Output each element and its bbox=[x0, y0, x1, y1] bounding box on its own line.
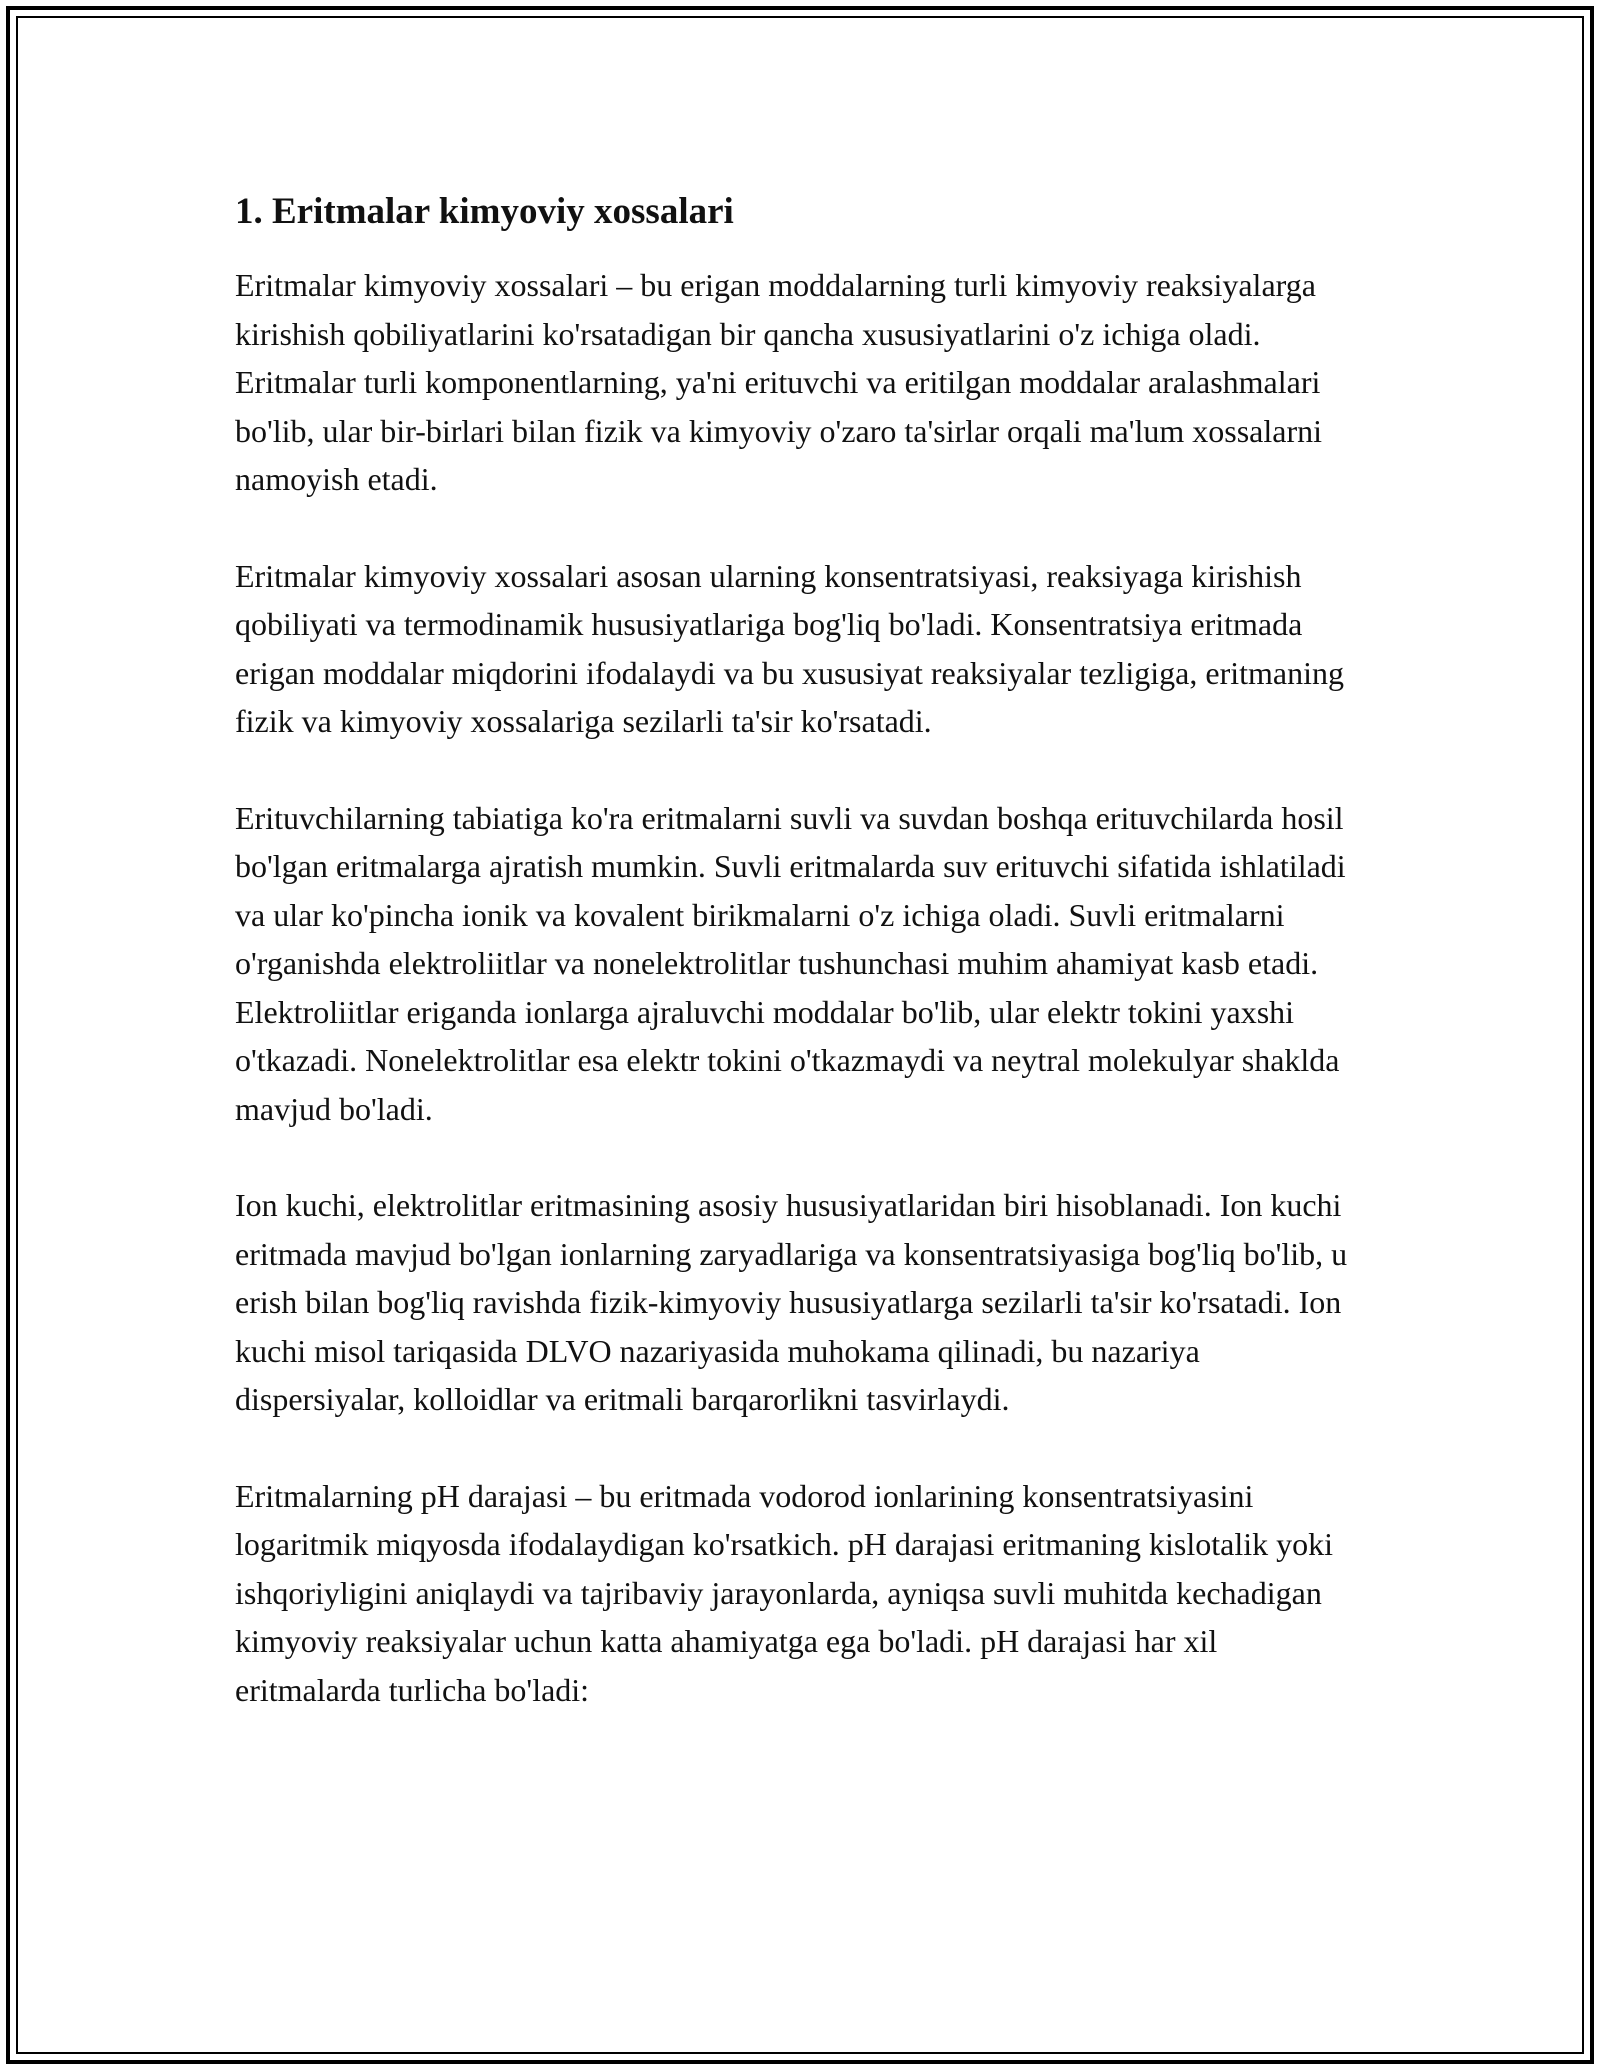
paragraph-5: Eritmalarning pH darajasi – bu eritmada vodorod ionlarining konsentratsiyasini logaritmik miqyosda ifodalaydigan ko'rsatkich. pH darajasi eritmaning kislotalik yoki ishqoriyligini aniqlaydi va tajribaviy jarayonlarda, ayniqsa suvli muhitda kechadigan kimyoviy reaksiyalar uchun katta ahamiyatga ega bo'ladi. pH darajasi har xil eritmalarda turlicha bo'ladi: bbox=[235, 1477, 1333, 1708]
paragraph-1: Eritmalar kimyoviy xossalari – bu erigan moddalarning turli kimyoviy reaksiyalarga kirishish qobiliyatlarini ko'rsatadigan bir qancha xususiyatlarini o'z ichiga oladi. Eritmalar turli komponentlarning, ya'ni erituvchi va eritilgan moddalar aralashmalari bo'lib, ular bir-birlari bilan fizik va kimyoviy o'zaro ta'sirlar orqali ma'lum xossalarni namoyish etadi. bbox=[235, 267, 1323, 497]
paragraph-2: Eritmalar kimyoviy xossalari asosan ularning konsentratsiyasi, reaksiyaga kirishish qobiliyati va termodinamik hususiyatlariga bog'liq bo'ladi. Konsentratsiya eritmada erigan moddalar miqdorini ifodalaydi va bu xususiyat reaksiyalar tezligiga, eritmaning fizik va kimyoviy xossalariga sezilarli ta'sir ko'rsatadi. bbox=[235, 557, 1344, 739]
section-heading: 1. Eritmalar kimyoviy xossalari bbox=[235, 191, 734, 232]
document-body bbox=[235, 185, 1365, 1714]
paragraph-3: Erituvchilarning tabiatiga ko'ra eritmalarni suvli va suvdan boshqa erituvchilarda hosil bo'lgan eritmalarga ajratish mumkin. Suvli eritmalarda suv erituvchi sifatida ishlatiladi va ular ko'pincha ionik va kovalent birikmalarni o'z ichiga oladi. Suvli eritmalarni o'rganishda elektroliitlar va nonelektrolitlar tushunchasi muhim ahamiyat kasb etadi. Elektroliitlar eriganda ionlarga ajraluvchi moddalar bo'lib, ular elektr tokini yaxshi o'tkazadi. Nonelektrolitlar esa elektr tokini o'tkazmaydi va neytral molekulyar shaklda mavjud bo'ladi. bbox=[235, 799, 1346, 1127]
paragraph-4: Ion kuchi, elektrolitlar eritmasining asosiy hususiyatlaridan biri hisoblanadi. Ion kuchi eritmada mavjud bo'lgan ionlarning zaryadlariga va konsentratsiyasiga bog'liq bo'lib, u erish bilan bog'liq ravishda fizik-kimyoviy hususiyatlarga sezilarli ta'sir ko'rsatadi. Ion kuchi misol tariqasida DLVO nazariyasida muhokama qilinadi, bu nazariya dispersiyalar, kolloidlar va eritmali barqarorlikni tasvirlaydi. bbox=[235, 1187, 1348, 1417]
